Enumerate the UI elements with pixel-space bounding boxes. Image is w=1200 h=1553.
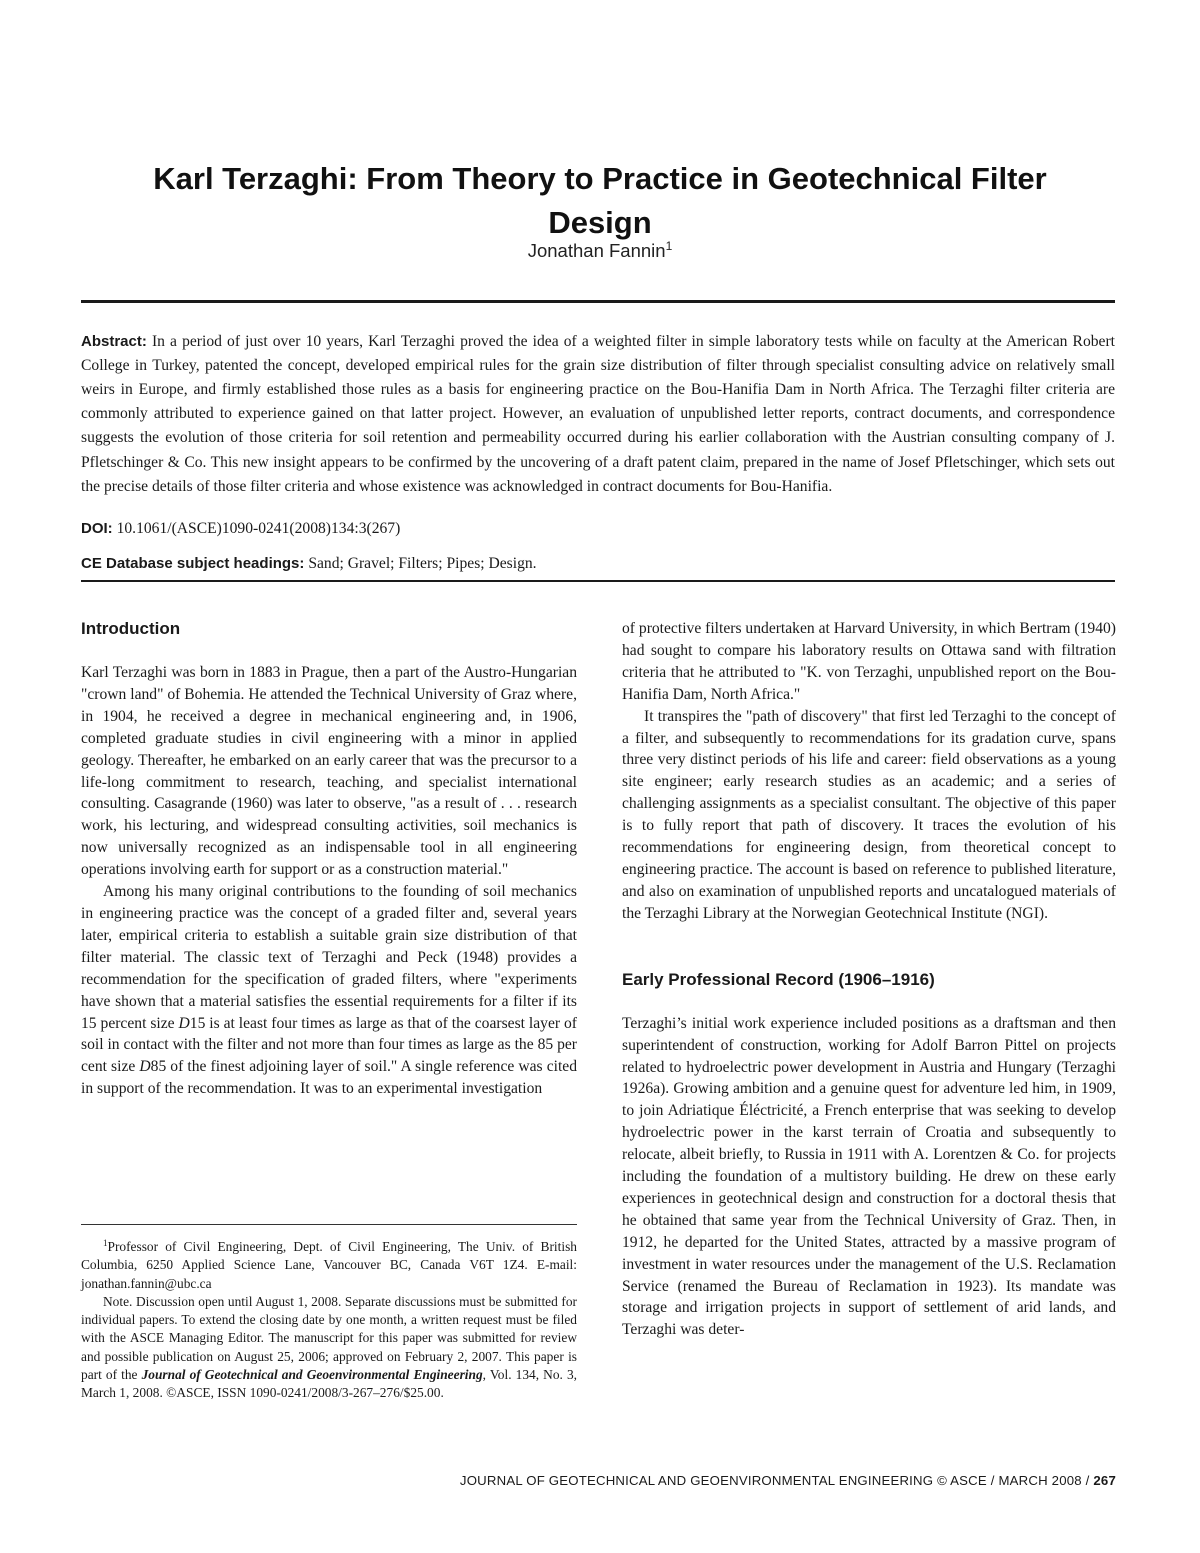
header-rule [81,300,1115,303]
page-footer [460,1473,1116,1488]
intro-paragraph-2 [81,881,577,1100]
footnote-affiliation-text: Professor of Civil Engineering, Dept. of Civil Engineering, The Univ. of British Columbia, 6250 Applied Science Lane, Vancouver BC, Canada V6T 1Z4. E-mail: jonathan.fannin@ubc.ca [81,1239,577,1291]
footnote-note-text-b: , Vol. 134, No. 3, March 1, 2008. ©ASCE, ISSN 1090-0241/2008/3-267–276/$25.00. [81,1367,577,1401]
subject-headings-label: CE Database subject headings: [81,555,305,572]
d15-subscript: 15 [189,1014,206,1032]
footnote-journal-name: Journal of Geotechnical and Geoenvironmental Engineering [141,1367,483,1383]
footnote-note [81,1293,577,1403]
page-number: 267 [1093,1473,1116,1488]
intro-paragraph-2-text-b: is at least four times as large as that of the coarsest layer of soil in contact with the filter and not more than four times as large as the 85 per cent size [81,1014,577,1076]
right-column [622,618,1116,1341]
author-name: Jonathan Fannin [527,240,666,261]
paper-title: Karl Terzaghi: From Theory to Practice in Geotechnical Filter Design [153,160,1047,240]
doi-label: DOI: [81,520,113,537]
footnote-note-text-a: Note. Discussion open until August 1, 2008. Separate discussions must be submitted for individual papers. To extend the closing date by one month, a written request must be filed with the ASCE Managing Editor. The manuscript for this paper was submitted for review and possible publication on August 25, 2006; approved on February 2, 2007. This paper is part of the [81,1293,577,1383]
abstract [81,330,1115,499]
intro-paragraph-4: It transpires the "path of discovery" that first led Terzaghi to the concept of a filter, and subsequently to recommendations for its gradation curve, spans three very distinct periods of his life and career: field observations as a young site engineer; early research studies as an academic; and a series of challenging assignments as a specialist consultant. The objective of this paper is to fully report that path of discovery. It traces the evolution of his recommendations for engineering design, from theoretical concept to engineering practice. The account is based on reference to published literature, and also on examination of unpublished reports and uncatalogued materials of the Terzaghi Library at the Norwegian Geotechnical Institute (NGI). [622,707,1116,922]
d85-symbol: D [139,1058,151,1076]
section-heading-introduction: Introduction [81,619,181,638]
d15-symbol: D [178,1014,190,1032]
doi-value: 10.1061/(ASCE)1090-0241(2008)134:3(267) [116,520,401,537]
intro-paragraph-2-text-c: of the finest adjoining layer of soil." A single reference was cited in support of the recommendation. It was to an experimental investigation [81,1058,577,1098]
early-paragraph-1: Terzaghi’s initial work experience included positions as a draftsman and then superintendent of construction, working for Adolf Barron Pittel on projects related to hydroelectric power development in Austria and Hungary (Terzaghi 1926a). Growing ambition and a genuine quest for adventure led him, in 1909, to join Adriatique Éléctricité, a French enterprise that was seeking to develop hydroelectric power in the karst terrain of Croatia and subsequently to relocate, albeit briefly, to Russia in 1911 with A. Lorentzen & Co. for projects including the foundation of a multistory building. He drew on these early experiences in geotechnical design and construction for a doctoral thesis that he obtained that same year from the Technical University of Graz. Then, in 1912, he departed for the United States, attracted by a massive program of investment in water resources under the management of the U.S. Reclamation Service (renamed the Bureau of Reclamation in 1923). Its mandate was storage and irrigation projects in support of settlement of arid lands, and Terzaghi was deter- [622,1014,1116,1339]
intro-paragraph-3: of protective filters undertaken at Harvard University, in which Bertram (1940) had sought to compare his laboratory results on Ottawa sand with filtration criteria that he attributed to "K. von Terzaghi, unpublished report on the Bou-Hanifia Dam, North Africa." [622,620,1116,703]
subject-headings [81,552,1115,576]
intro-paragraph-2-text-a: Among his many original contributions to the founding of soil mechanics in engineering practice was the concept of a graded filter and, several years later, empirical criteria to establish a suitable grain size distribution of that filter material. The classic text of Terzaghi and Peck (1948) provides a recommendation for the specification of graded filters, where "experiments have shown that a material satisfies the essential requirements for a filter if its 15 percent size [81,883,577,1032]
doi-line [81,517,1115,541]
footer-journal-text: JOURNAL OF GEOTECHNICAL AND GEOENVIRONMENTAL ENGINEERING © ASCE / MARCH 2008 / [459,1473,1094,1488]
section-heading-early-professional-record: Early Professional Record (1906–1916) [622,969,935,989]
abstract-rule [81,580,1115,582]
footnotes [81,1234,577,1403]
abstract-label: Abstract: [81,332,147,350]
intro-paragraph-1: Karl Terzaghi was born in 1883 in Prague, then a part of the Austro-Hungarian "crown land" of Bohemia. He attended the Technical University of Graz where, in 1904, he received a degree in mechanical engineering and, in 1906, completed graduate studies in civil engineering with a minor in applied geology. Thereafter, he embarked on an early career that was the precursor to a life-long commitment to research, teaching, and specialist international consulting. Casagrande (1960) was later to observe, "as a result of . . . research work, his lecturing, and widespread consulting activities, soil mechanics is now universally recognized as an indispensable tool in all engineering operations involving earth for support or as a construction material." [81,664,577,879]
abstract-text: In a period of just over 10 years, Karl Terzaghi proved the idea of a weighted filter in simple laboratory tests while on faculty at the American Robert College in Turkey, patented the concept, developed empirical rules for the grain size distribution of filter through specialist consulting advice on relatively small weirs in Europe, and firmly established those rules as a basis for engineering practice on the Bou-Hanifia Dam in North Africa. The Terzaghi filter criteria are commonly attributed to experience gained on that latter project. However, an evaluation of unpublished letter reports, contract documents, and correspondence suggests the evolution of those criteria for soil retention and permeability occurred during his earlier collaboration with the Austrian consulting company of J. Pfletschinger & Co. This new insight appears to be confirmed by the uncovering of a draft patent claim, prepared in the name of Josef Pfletschinger, which sets out the precise details of those filter criteria and whose existence was acknowledged in contract documents for Bou-Hanifia. [81,332,1115,495]
author-line [100,239,1100,262]
footnote-affiliation [81,1234,577,1293]
author-affiliation-mark: 1 [665,239,673,253]
subject-headings-value: Sand; Gravel; Filters; Pipes; Design. [308,555,537,572]
footnote-rule [81,1224,577,1225]
footnote-mark: 1 [103,1238,108,1248]
d85-subscript: 85 [150,1058,167,1076]
left-column [81,618,577,1100]
